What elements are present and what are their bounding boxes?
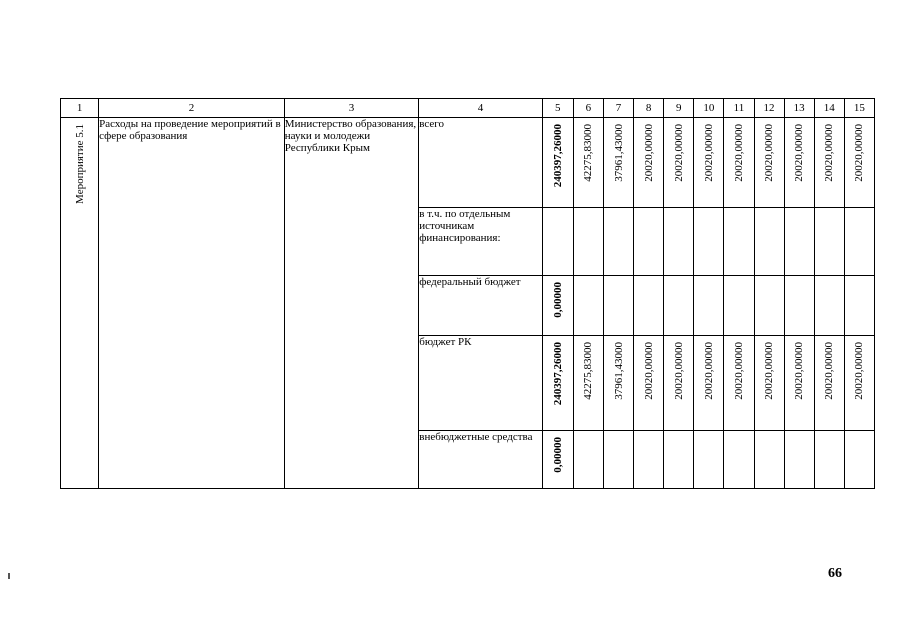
header-cell: 5	[542, 99, 573, 118]
year-value-cell	[844, 118, 874, 208]
year-value-cell	[814, 276, 844, 336]
funding-source-cell: бюджет РК	[419, 336, 542, 431]
year-value-cell	[844, 276, 874, 336]
page-number: 66	[828, 566, 842, 581]
year-value-cell	[754, 276, 784, 336]
year-value-cell	[664, 118, 694, 208]
funding-source-cell: всего	[419, 118, 542, 208]
year-value-cell	[724, 336, 754, 431]
year-value-cell	[724, 431, 754, 489]
year-value-cell	[754, 208, 784, 276]
year-value-cell	[603, 208, 633, 276]
header-row	[61, 99, 875, 118]
measure-label: Мероприятие 5.1	[73, 124, 86, 204]
year-value-cell	[844, 431, 874, 489]
year-value: 42275,83000	[582, 124, 595, 182]
year-value: 20020,00000	[642, 124, 655, 182]
funding-source-cell: федеральный бюджет	[419, 276, 542, 336]
year-value: 20020,00000	[672, 342, 685, 400]
year-value: 20020,00000	[702, 124, 715, 182]
year-value-cell	[784, 431, 814, 489]
year-value-cell	[573, 208, 603, 276]
year-value-cell	[603, 336, 633, 431]
year-value: 37961,43000	[612, 342, 625, 400]
year-value-cell	[814, 336, 844, 431]
funding-source-cell: внебюджетные средства	[419, 431, 542, 489]
year-value-cell	[784, 276, 814, 336]
year-value: 20020,00000	[853, 342, 866, 400]
header-cell: 4	[419, 99, 542, 118]
year-value-cell	[603, 276, 633, 336]
year-value-cell	[664, 276, 694, 336]
year-value: 20020,00000	[732, 342, 745, 400]
year-value: 20020,00000	[793, 124, 806, 182]
year-value-cell	[573, 431, 603, 489]
year-value-cell	[573, 276, 603, 336]
year-value: 20020,00000	[702, 342, 715, 400]
year-value-cell	[754, 118, 784, 208]
year-value-cell	[694, 208, 724, 276]
description-cell: Расходы на проведение мероприятий в сфере образования	[99, 118, 285, 489]
year-value-cell	[784, 118, 814, 208]
total-cell	[542, 336, 573, 431]
year-value-cell	[724, 208, 754, 276]
year-value-cell	[724, 118, 754, 208]
year-value-cell	[634, 118, 664, 208]
year-value-cell	[573, 118, 603, 208]
total-cell	[542, 431, 573, 489]
year-value-cell	[814, 118, 844, 208]
header-cell: 12	[754, 99, 784, 118]
header-cell: 6	[573, 99, 603, 118]
year-value-cell	[694, 336, 724, 431]
year-value: 20020,00000	[853, 124, 866, 182]
year-value: 20020,00000	[642, 342, 655, 400]
total-value: 0,00000	[551, 282, 564, 318]
year-value: 20020,00000	[732, 124, 745, 182]
header-cell: 8	[634, 99, 664, 118]
year-value: 37961,43000	[612, 124, 625, 182]
budget-table	[60, 98, 875, 489]
year-value-cell	[814, 208, 844, 276]
header-cell: 7	[603, 99, 633, 118]
year-value-cell	[844, 336, 874, 431]
header-cell: 3	[284, 99, 418, 118]
scan-edge-mark	[8, 573, 10, 579]
year-value-cell	[754, 336, 784, 431]
year-value-cell	[784, 336, 814, 431]
year-value-cell	[664, 431, 694, 489]
measure-cell	[61, 118, 99, 489]
total-cell	[542, 276, 573, 336]
year-value: 42275,83000	[582, 342, 595, 400]
year-value-cell	[814, 431, 844, 489]
total-value: 240397,26000	[551, 124, 564, 188]
year-value-cell	[634, 276, 664, 336]
year-value-cell	[694, 431, 724, 489]
header-cell: 14	[814, 99, 844, 118]
year-value: 20020,00000	[763, 124, 776, 182]
funding-source-cell: в т.ч. по отдельным источникам финансирования:	[419, 208, 542, 276]
year-value: 20020,00000	[823, 124, 836, 182]
executor-cell: Министерство образования, науки и молодежи Республики Крым	[284, 118, 418, 489]
header-cell: 13	[784, 99, 814, 118]
year-value-cell	[634, 336, 664, 431]
year-value-cell	[634, 208, 664, 276]
year-value-cell	[664, 336, 694, 431]
table-row	[61, 118, 875, 208]
year-value: 20020,00000	[793, 342, 806, 400]
year-value-cell	[664, 208, 694, 276]
header-cell: 1	[61, 99, 99, 118]
year-value-cell	[634, 431, 664, 489]
header-cell: 11	[724, 99, 754, 118]
year-value-cell	[754, 431, 784, 489]
year-value-cell	[694, 276, 724, 336]
year-value-cell	[844, 208, 874, 276]
total-value: 240397,26000	[551, 342, 564, 406]
header-cell: 2	[99, 99, 285, 118]
total-cell	[542, 118, 573, 208]
year-value: 20020,00000	[672, 124, 685, 182]
year-value-cell	[694, 118, 724, 208]
year-value-cell	[573, 336, 603, 431]
year-value-cell	[784, 208, 814, 276]
header-cell: 10	[694, 99, 724, 118]
header-cell: 9	[664, 99, 694, 118]
year-value: 20020,00000	[823, 342, 836, 400]
header-cell: 15	[844, 99, 874, 118]
year-value-cell	[603, 118, 633, 208]
year-value-cell	[724, 276, 754, 336]
year-value: 20020,00000	[763, 342, 776, 400]
year-value-cell	[603, 431, 633, 489]
total-value: 0,00000	[551, 437, 564, 473]
total-cell	[542, 208, 573, 276]
